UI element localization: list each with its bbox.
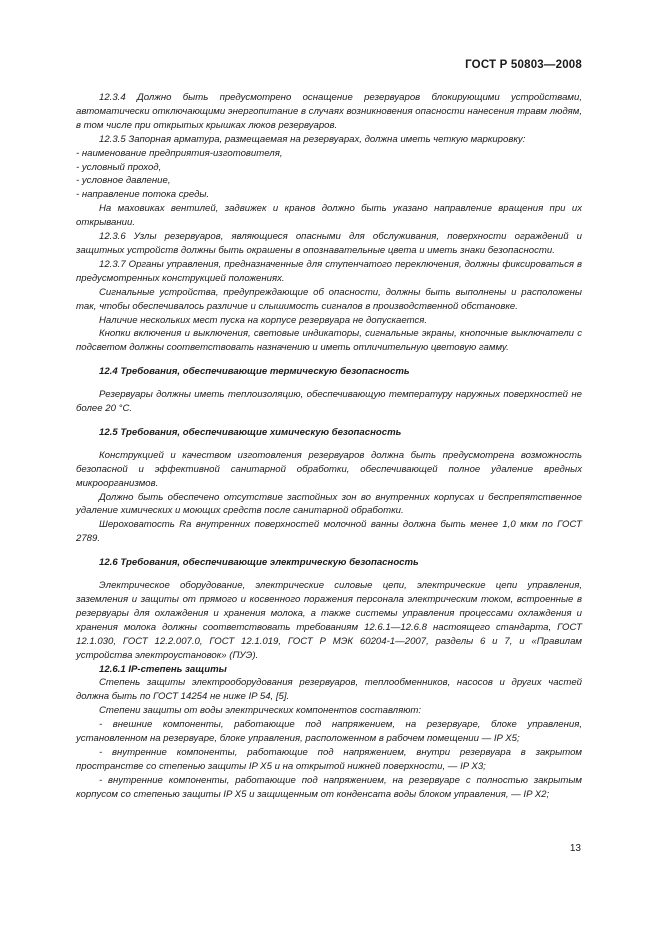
paragraph: 12.3.4 Должно быть предусмотрено оснащение резервуаров блокирующими устройствами, автоматически отключающими энергопитание в случаях возникновения опасности нанесения травм людям, в том числе при открытых крышках люков резервуаров. <box>76 92 582 131</box>
subsection-heading: 12.6.1 IP-степень защиты <box>99 663 227 675</box>
paragraph: - внутренние компоненты, работающие под напряжением, на резервуаре с полностью закрытым корпусом со степенью защиты IP X5 и защищенным от конденсата воды блоком управления, — IP X2; <box>76 774 582 800</box>
paragraph: Кнопки включения и выключения, световые индикаторы, сигнальные экраны, кнопочные выключатели с подсветом должны соответствовать назначению и иметь отличительную цветовую гамму. <box>76 328 582 354</box>
paragraph: Степень защиты электрооборудования резервуаров, теплообменников, насосов и других частей должна быть по ГОСТ 14254 не ниже IP 54, [5]. <box>76 677 582 703</box>
paragraph: Степени защиты от воды электрических компонентов составляют: <box>99 705 422 717</box>
paragraph: Шероховатость Ra внутренних поверхностей молочной ванны должна быть менее 1,0 мкм по ГОСТ 2789. <box>76 519 582 545</box>
paragraph: Должно быть обеспечено отсутствие застойных зон во внутренних корпусах и беспрепятственное удаление химических и моющих средств после санитарной обработки. <box>76 491 582 517</box>
paragraph: 12.3.7 Органы управления, предназначенные для ступенчатого переключения, должны фиксироваться в предусмотренных конструкцией положениях. <box>76 258 582 284</box>
paragraph: - внешние компоненты, работающие под напряжением, на резервуаре, блоке управления, установленном на резервуаре, блоке управления, расположенном в рабочем помещении — IP X5; <box>76 719 582 745</box>
paragraph: - внутренние компоненты, работающие под напряжением, внутри резервуара в закрытом пространстве со степенью защиты IP X5 и на открытой нижней поверхности, — IP X3; <box>76 746 582 772</box>
paragraph: Электрическое оборудование, электрические силовые цепи, электрические цепи управления, заземления и защиты от прямого и косвенного поражения персонала электрическим током, встроенные в резервуары для охлаждения и хранения молока, а также системы управления процессами охлаждения и хранения молока должны соответствовать требованиям 12.6.1—12.6.8 настоящего стандарта, ГОСТ 12.1.030, ГОСТ 12.2.007.0, ГОСТ 12.1.019, ГОСТ Р МЭК 60204-1—2007, разделы 6 и 7, и «Правилам устройства электроустановок» (ПУЭ). <box>76 580 582 661</box>
page-number: 13 <box>569 843 581 854</box>
document-header: ГОСТ Р 50803—2008 <box>465 59 582 71</box>
paragraph: На маховиках вентилей, задвижек и кранов должно быть указано направление вращения при их открывании. <box>76 203 582 229</box>
section-heading: 12.6 Требования, обеспечивающие электрическую безопасность <box>99 557 419 569</box>
section-heading: 12.5 Требования, обеспечивающие химическую безопасность <box>99 426 402 438</box>
paragraph: Конструкцией и качеством изготовления резервуаров должна быть предусмотрена возможность безопасной и эффективной санитарной обработки, обеспечивающей полное удаление вредных микроорганизмов. <box>76 449 582 489</box>
list-item: - условный проход, <box>76 161 162 173</box>
paragraph: Наличие нескольких мест пуска на корпусе резервуара не допускается. <box>99 314 428 326</box>
list-item: - условное давление, <box>76 175 171 187</box>
section-heading: 12.4 Требования, обеспечивающие термическую безопасность <box>99 366 410 378</box>
list-item: - направление потока среды. <box>76 189 210 201</box>
paragraph: Сигнальные устройства, предупреждающие об опасности, должны быть выполнены и расположены так, чтобы обеспечивалось различие и слышимость сигналов в производственной обстановке. <box>76 286 582 312</box>
paragraph: Резервуары должны иметь теплоизоляцию, обеспечивающую температуру наружных поверхностей не более 20 °С. <box>76 389 582 415</box>
paragraph: 12.3.6 Узлы резервуаров, являющиеся опасными для обслуживания, поверхности ограждений и защитных устройств должны быть окрашены в опознавательные цвета и иметь знаки безопасности. <box>76 231 582 256</box>
paragraph: 12.3.5 Запорная арматура, размещаемая на резервуарах, должна иметь четкую маркировку: <box>99 133 526 145</box>
list-item: - наименование предприятия-изготовителя, <box>76 147 283 159</box>
document-body <box>76 91 582 802</box>
